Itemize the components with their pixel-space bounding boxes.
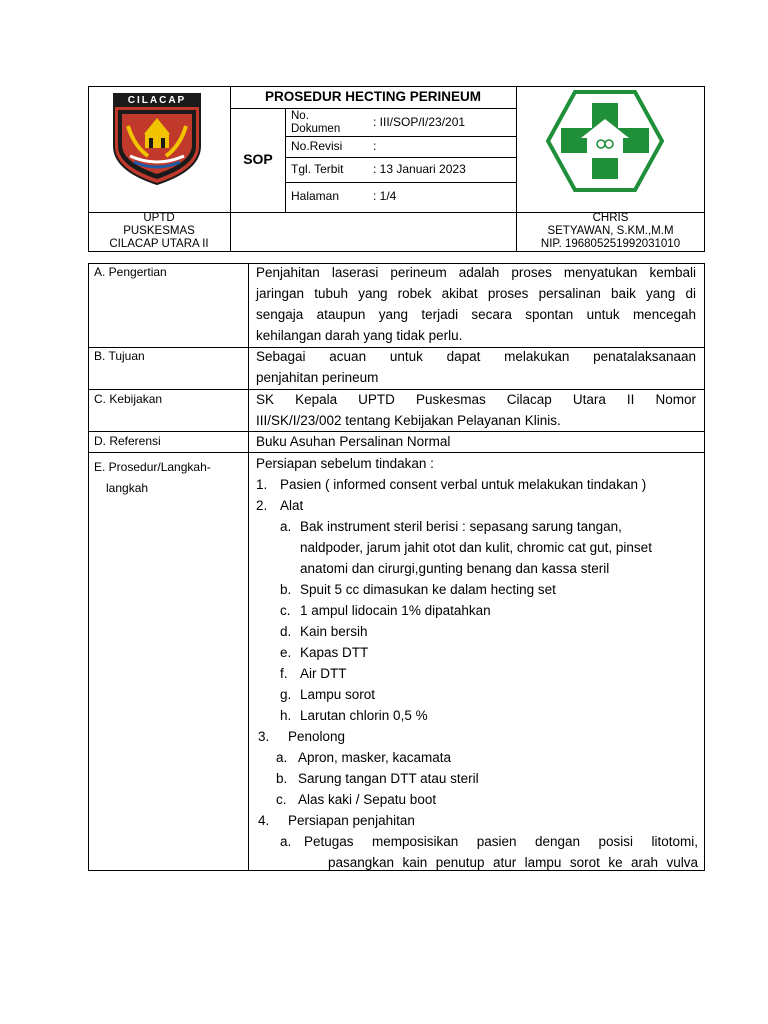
prosedur-label: E. Prosedur/Langkah- langkah — [94, 460, 211, 495]
header-title-line — [230, 108, 516, 109]
alat-list — [256, 516, 698, 726]
tgl-terbit-label: Tgl. Terbit — [291, 162, 344, 176]
no-revisi-value: : — [373, 139, 377, 153]
header-divider-left — [230, 86, 231, 252]
no-revisi-label: No.Revisi — [291, 139, 343, 153]
kebijakan-text: SK Kepala UPTD Puskesmas Cilacap Utara II Nomor III/SK/I/23/002 tentang Kebijakan Pelayanan Klinis. — [256, 392, 696, 428]
pengertian-label: A. Pengertian — [94, 265, 167, 279]
penolong-item: b. Sarung tangan DTT atau steril — [276, 771, 479, 786]
document-title: PROSEDUR HECTING PERINEUM — [264, 89, 482, 104]
prosedur-intro: Persiapan sebelum tindakan : — [256, 456, 434, 471]
no-dokumen-value: : III/SOP/I/23/201 — [373, 115, 466, 129]
referensi-text: Buku Asuhan Persalinan Normal — [256, 434, 451, 449]
cilacap-logo — [108, 90, 206, 186]
tujuan-label: B. Tujuan — [94, 349, 145, 363]
list-item: 4. Persiapan penjahitan — [258, 813, 415, 828]
halaman-label: Halaman — [291, 189, 340, 203]
pengertian-text: Penjahitan laserasi perineum adalah proses menyatukan kembali jaringan tubuh yang robek akibat proses persalinan baik yang di sengaja ataupun yang terjadi secara spontan untuk mencegah kehilangan darah yang tidak perlu. — [256, 265, 696, 343]
alat-item: d. Kain bersih — [280, 624, 368, 639]
tujuan-text: Sebagai acuan untuk dapat melakukan penatalaksanaan penjahitan perineum — [256, 349, 696, 385]
alat-item: h. Larutan chlorin 0,5 % — [280, 708, 428, 723]
list-item: a. Petugas memposisikan pasien dengan posisi litotomi, pasangkan kain penutup atur lampu sorot ke arah vulva — [280, 834, 698, 870]
puskesmas-name: UPTD PUSKESMAS CILACAP UTARA II — [109, 212, 209, 250]
logo-caption: CILACAP — [127, 95, 187, 106]
tgl-terbit-value: : 13 Januari 2023 — [373, 162, 466, 176]
signatory: CHRIS SETYAWAN, S.KM.,M.M NIP. 196805251992031010 — [540, 212, 681, 250]
halaman-value: : 1/4 — [373, 189, 397, 203]
alat-item: a. Bak instrument steril berisi : sepasang sarung tangan, naldpoder, jarum jahit otot dan kulit, chromic cat gut, pinset anatomi dan cirurgi,gunting benang dan kassa steril — [280, 519, 652, 576]
content-divider — [248, 263, 249, 871]
header-row-line-1 — [285, 136, 516, 137]
header-row-line-2 — [285, 157, 516, 158]
penolong-list — [256, 747, 698, 810]
kemenkes-logo — [545, 89, 665, 193]
alat-item: e. Kapas DTT — [280, 645, 369, 660]
penolong-item: c. Alas kaki / Sepatu boot — [276, 792, 437, 807]
list-item: 3. Penolong — [258, 729, 346, 744]
header-row-line-3 — [285, 182, 516, 183]
alat-item: c. 1 ampul lidocain 1% dipatahkan — [280, 603, 491, 618]
alat-item: b. Spuit 5 cc dimasukan ke dalam hecting set — [280, 582, 556, 597]
header-divider-sop — [285, 108, 286, 212]
prosedur-content — [256, 453, 698, 873]
alat-item: f. Air DTT — [280, 666, 347, 681]
sop-label: SOP — [243, 151, 273, 167]
kebijakan-label: C. Kebijakan — [94, 392, 163, 406]
penolong-item: a. Apron, masker, kacamata — [276, 750, 452, 765]
referensi-label: D. Referensi — [94, 434, 161, 448]
alat-item: g. Lampu sorot — [280, 687, 376, 702]
no-dokumen-label: No. Dokumen — [291, 110, 341, 135]
list-item: 1. Pasien ( informed consent verbal untuk melakukan tindakan ) — [256, 477, 647, 492]
list-item: 2. Alat — [256, 498, 304, 513]
